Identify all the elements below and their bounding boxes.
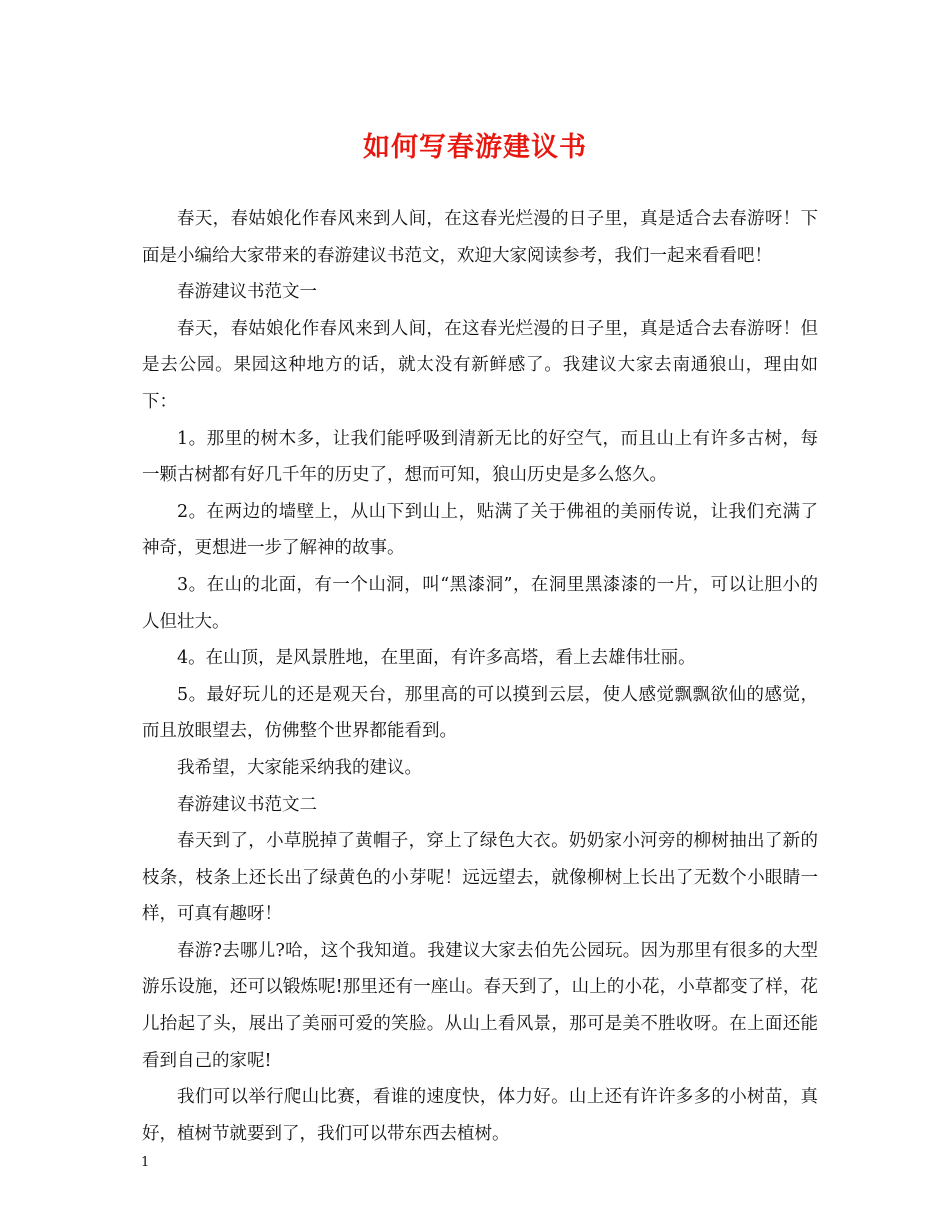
paragraph: 春游?去哪儿?哈，这个我知道。我建议大家去伯先公园玩。因为那里有很多的大型游乐设施，还可以锻炼呢!那里还有一座山。春天到了，山上的小花，小草都变了样，花儿抬起了头，展出了美丽可爱的笑脸。从山上看风景，那可是美不胜收呀。在上面还能看到自己的家呢! — [142, 940, 818, 1071]
paragraph: 我们可以举行爬山比赛，看谁的速度快，体力好。山上还有许许多多的小树苗，真好，植树节就要到了，我们可以带东西去植树。 — [142, 1087, 818, 1144]
section-heading: 春游建议书范文一 — [177, 282, 317, 303]
section-heading: 春游建议书范文二 — [177, 794, 317, 815]
list-item: 4。在山顶，是风景胜地，在里面，有许多高塔，看上去雄伟壮丽。 — [177, 648, 696, 669]
list-item: 1。那里的树木多，让我们能呼吸到清新无比的好空气，而且山上有许多古树，每一颗古树都有好几千年的历史了，想而可知，狼山历史是多么悠久。 — [142, 428, 818, 486]
paragraph: 春天，春姑娘化作春风来到人间，在这春光烂漫的日子里，真是适合去春游呀！但是去公园。果园这种地方的话，就太没有新鲜感了。我建议大家去南通狼山，理由如下： — [142, 318, 818, 412]
paragraph: 我希望，大家能采纳我的建议。 — [177, 757, 422, 778]
paragraph: 春天，春姑娘化作春风来到人间，在这春光烂漫的日子里，真是适合去春游呀！下面是小编给大家带来的春游建议书范文，欢迎大家阅读参考，我们一起来看看吧！ — [142, 209, 818, 266]
document-body — [142, 201, 818, 1152]
page-number: 1 — [141, 1155, 150, 1170]
list-item: 3。在山的北面，有一个山洞，叫“黑漆洞”，在洞里黑漆漆的一片，可以让胆小的人但壮大。 — [142, 574, 818, 632]
document-title: 如何写春游建议书 — [363, 132, 587, 163]
paragraph: 春天到了，小草脱掉了黄帽子，穿上了绿色大衣。奶奶家小河旁的柳树抽出了新的枝条，枝条上还长出了绿黄色的小芽呢！远远望去，就像柳树上长出了无数个小眼睛一样，可真有趣呀！ — [142, 831, 818, 925]
list-item: 5。最好玩儿的还是观天台，那里高的可以摸到云层，使人感觉飘飘欲仙的感觉，而且放眼望去，仿佛整个世界都能看到。 — [142, 684, 818, 742]
list-item: 2。在两边的墙壁上，从山下到山上，贴满了关于佛祖的美丽传说，让我们充满了神奇，更想进一步了解神的故事。 — [142, 501, 818, 559]
